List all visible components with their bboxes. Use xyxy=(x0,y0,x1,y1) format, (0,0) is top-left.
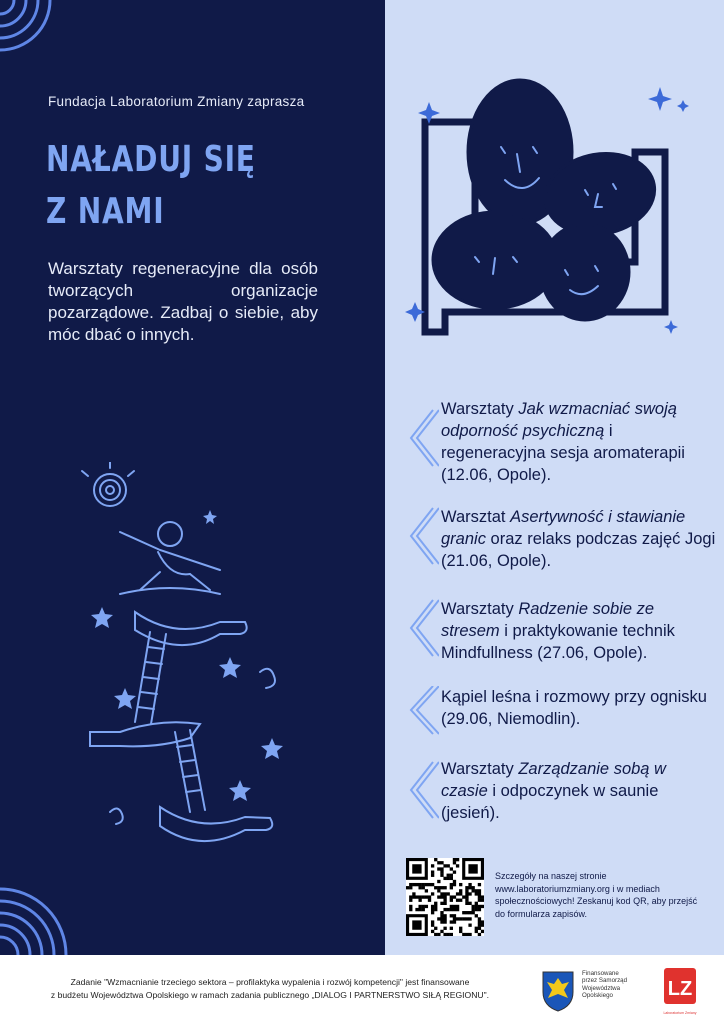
event-text: Warsztat Asertywność i stawianie granic oraz relaks podczas zajęć Jogi (21.06, Opole). xyxy=(441,508,716,570)
event-item-5 xyxy=(403,758,713,848)
svg-text:LZ: LZ xyxy=(667,978,693,1000)
qr-code[interactable] xyxy=(406,858,484,936)
logo-caption: Laboratorium Zmiany xyxy=(663,1011,697,1015)
qr-code-icon xyxy=(406,858,484,936)
event-text: Kąpiel leśna i rozmowy przy ognisku (29.06, Niemodlin). xyxy=(441,688,707,728)
chevron-left-icon xyxy=(403,598,439,678)
hands-ladder-illustration xyxy=(80,462,310,862)
event-item-3 xyxy=(403,598,713,688)
funder-text: Finansowane przez Samorząd Województwa Opolskiego xyxy=(582,970,628,1000)
chevron-left-icon xyxy=(403,506,439,586)
event-item-1 xyxy=(403,398,713,488)
title-line-2: Z NAMI xyxy=(46,191,165,232)
funding-line-1: Zadanie "Wzmacnianie trzeciego sektora – profilaktyka wypalenia i rozwój kompetencji" jest finansowane xyxy=(70,977,470,987)
laboratorium-zmiany-logo xyxy=(660,966,700,1010)
funding-line-2: z budżetu Województwa Opolskiego w ramach zadania publicznego „DIALOG I PARTNERSTWO SIŁĄ REGIONU". xyxy=(50,990,490,1000)
event-item-2 xyxy=(403,506,716,596)
qr-caption: Szczegóły na naszej stronie www.laboratoriumzmiany.org i w mediach społecznościowych! Zeskanuj kod QR, aby przejść do formularza zapisów. xyxy=(495,871,698,919)
swirl-decoration-top xyxy=(0,0,60,60)
title-line-1: NAŁADUJ SIĘ xyxy=(46,139,256,180)
intro-text: Fundacja Laboratorium Zmiany zaprasza xyxy=(48,94,305,109)
chevron-left-icon xyxy=(403,398,439,478)
chevron-left-icon xyxy=(403,758,439,838)
description: Warsztaty regeneracyjne dla osób tworzących organizacje pozarządowe. Zadbaj o siebie, aby móc dbać o innych. xyxy=(48,259,318,344)
event-text: Warsztaty Radzenie sobie ze stresem i praktykowanie technik Mindfullness (27.06, Opole). xyxy=(441,600,675,662)
heads-illustration xyxy=(405,62,705,342)
event-text: Warsztaty Zarządzanie sobą w czasie i odpoczynek w saunie (jesień). xyxy=(441,760,666,822)
left-panel xyxy=(0,0,385,955)
event-text: Warsztaty Jak wzmacniać swoją odporność psychiczną i regeneracyjna sesja aromaterapii (12.06, Opole). xyxy=(441,400,685,484)
funding-note xyxy=(10,976,530,1002)
chevron-left-icon xyxy=(403,686,439,766)
poster-title xyxy=(46,134,315,238)
opolskie-coat-of-arms-icon xyxy=(541,970,575,1012)
swirl-decoration-bottom xyxy=(0,870,80,955)
